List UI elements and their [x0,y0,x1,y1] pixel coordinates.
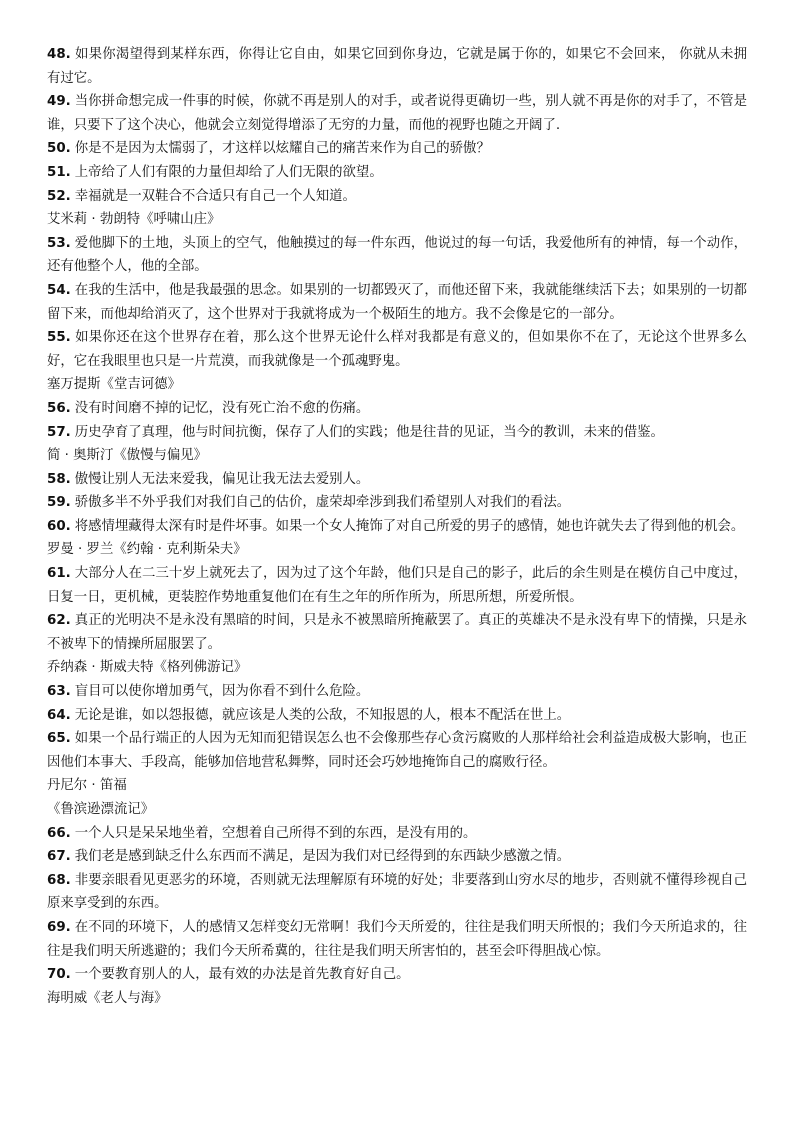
source-heading: 海明威《老人与海》 [47,990,168,1006]
quote-paragraph [47,161,747,185]
quote-paragraph [47,421,747,445]
quote-paragraph [47,137,747,161]
quote-text: 傲慢让别人无法来爱我，偏见让我无法去爱别人。 [74,471,370,487]
quote-text: 如果你还在这个世界存在着，那么这个世界无论什么样对我都是有意义的，但如果你不在了，无论这个世界多么好，它在我眼里也只是一片荒漠，而我就像是一个孤魂野鬼。 [47,330,747,369]
quote-text: 一个要教育别人的人，最有效的办法是首先教育好自己。 [74,967,410,983]
quote-number: 52. [47,188,71,204]
quote-paragraph [47,397,747,421]
quote-paragraph [47,232,747,279]
source-heading: 简 · 奥斯汀《傲慢与偏见》 [47,448,208,464]
quote-number: 57. [47,424,71,440]
quote-text: 如果一个品行端正的人因为无知而犯错误怎么也不会像那些存心贪污腐败的人那样给社会利益造成极大影响，也正因他们本事大、手段高，能够加倍地营私舞弊，同时还会巧妙地掩饰自己的腐败行径。 [47,731,747,770]
quote-paragraph [47,90,747,137]
quote-number: 55. [47,330,71,346]
quote-number: 70. [47,967,71,983]
quote-text: 盲目可以使你增加勇气，因为你看不到什么危险。 [74,684,370,700]
quote-number: 58. [47,471,71,487]
quote-paragraph [47,326,747,373]
quote-number: 50. [47,141,71,157]
quote-number: 65. [47,731,71,747]
quote-paragraph [47,727,747,774]
quote-number: 60. [47,518,71,534]
quote-number: 59. [47,495,71,511]
quote-text: 我们老是感到缺乏什么东西而不满足，是因为我们对已经得到的东西缺少感激之情。 [74,849,571,865]
source-heading: 罗曼 · 罗兰《约翰 · 克利斯朵夫》 [47,542,247,558]
quote-paragraph [47,869,747,916]
quote-paragraph [47,43,747,90]
source-heading: 艾米莉 · 勃朗特《呼啸山庄》 [47,212,221,228]
quote-paragraph [47,963,747,987]
quote-number: 66. [47,825,71,841]
quote-number: 56. [47,400,71,416]
quote-text: 你是不是因为太懦弱了，才这样以炫耀自己的痛苦来作为自己的骄傲？ [74,141,490,157]
document-body [47,43,747,1010]
quote-text: 在我的生活中，他是我最强的思念。如果别的一切都毁灭了，而他还留下来，我就能继续活下去；如果别的一切都留下来，而他却给消灭了，这个世界对于我就将成为一个极陌生的地方。我不会像是它的一部分。 [47,282,747,322]
quote-text: 如果你渴望得到某样东西，你得让它自由，如果它回到你身边，它就是属于你的，如果它不会回来， 你就从未拥有过它。 [47,47,747,86]
quote-paragraph [47,916,747,963]
quote-text: 骄傲多半不外乎我们对我们自己的估价，虚荣却牵涉到我们希望别人对我们的看法。 [74,495,571,511]
quote-number: 48. [47,47,71,62]
quote-text: 真正的光明决不是永没有黑暗的时间，只是永不被黑暗所掩蔽罢了。真正的英雄决不是永没有卑下的情操，只是永不被卑下的情操所屈服罢了。 [47,613,747,652]
quote-paragraph [47,491,747,515]
quote-number: 53. [47,235,71,251]
quote-paragraph [47,468,747,492]
quote-text: 将感情埋藏得太深有时是件坏事。如果一个女人掩饰了对自己所爱的男子的感情，她也许就失去了得到他的机会。 [74,518,745,534]
quote-number: 69. [47,919,71,935]
quote-text: 一个人只是呆呆地坐着，空想着自己所得不到的东西，是没有用的。 [74,825,477,841]
source-heading: 乔纳森 · 斯威夫特《格列佛游记》 [47,660,248,676]
quote-text: 爱他脚下的土地，头顶上的空气，他触摸过的每一件东西，他说过的每一句话，我爱他所有的神情，每一个动作，还有他整个人，他的全部。 [47,235,747,275]
quote-text: 上帝给了人们有限的力量但却给了人们无限的欲望。 [74,164,383,180]
quote-number: 63. [47,684,71,700]
quote-paragraph [47,680,747,704]
source-heading: 《鲁滨逊漂流记》 [47,802,155,817]
quote-paragraph [47,185,747,209]
quote-text: 无论是谁，如以怨报德，就应该是人类的公敌，不知报恩的人，根本不配活在世上。 [74,707,571,723]
quote-number: 68. [47,872,71,888]
quote-paragraph [47,845,747,869]
quote-text: 幸福就是一双鞋合不合适只有自己一个人知道。 [74,188,356,204]
quote-number: 51. [47,164,71,180]
quote-number: 62. [47,613,71,629]
quote-text: 非要亲眼看见更恶劣的环境，否则就无法理解原有环境的好处；非要落到山穷水尽的地步，否则就不懂得珍视自己原来享受到的东西。 [47,872,747,912]
quote-number: 49. [47,94,71,110]
quote-paragraph [47,515,747,539]
quote-number: 61. [47,566,71,582]
quote-number: 54. [47,282,71,298]
quote-paragraph [47,562,747,609]
quote-paragraph [47,609,747,656]
quote-paragraph [47,822,747,846]
quote-number: 67. [47,849,71,865]
quote-number: 64. [47,707,71,723]
quote-paragraph [47,704,747,728]
quote-text: 当你拼命想完成一件事的时候，你就不再是别人的对手，或者说得更确切一些，别人就不再是你的对手了，不管是谁，只要下了这个决心，他就会立刻觉得增添了无穷的力量，而他的视野也随之开阔了. [47,94,747,133]
source-heading: 丹尼尔 · 笛福 [47,778,127,794]
quote-paragraph [47,279,747,326]
quote-text: 没有时间磨不掉的记忆，没有死亡治不愈的伤痛。 [74,400,370,416]
quote-text: 历史孕育了真理，他与时间抗衡，保存了人们的实践；他是往昔的见证，当今的教训，未来的借鉴。 [74,424,664,440]
quote-text: 在不同的环境下，人的感情又怎样变幻无常啊！我们今天所爱的，往往是我们明天所恨的；我们今天所追求的，往往是我们明天所逃避的；我们今天所希冀的，往往是我们明天所害怕的，甚至会吓得胆战心惊。 [47,919,747,959]
quote-text: 大部分人在二三十岁上就死去了，因为过了这个年龄，他们只是自己的影子，此后的余生则是在模仿自己中度过，日复一日，更机械，更装腔作势地重复他们在有生之年的所作所为，所思所想，所爱所恨。 [47,566,747,605]
source-heading: 塞万提斯《堂吉诃德》 [47,377,181,393]
